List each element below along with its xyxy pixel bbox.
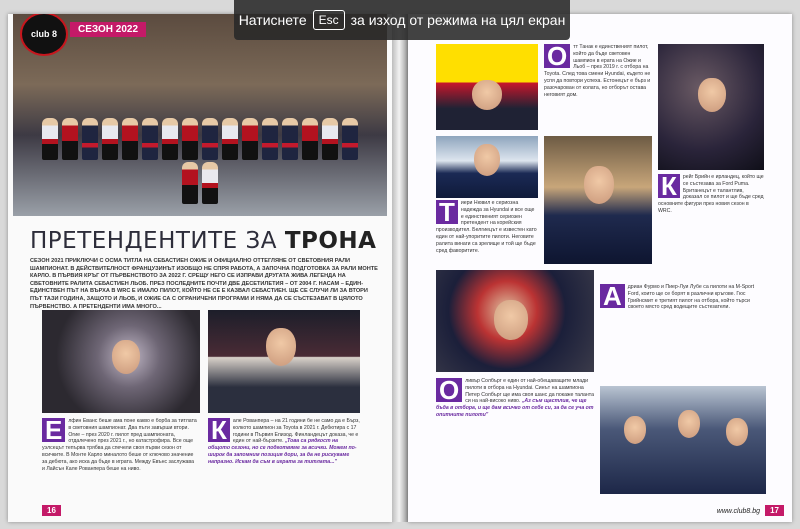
website-url[interactable]: www.club8.bg (716, 508, 760, 515)
neuville-photo (436, 136, 538, 198)
tanak-helmet-photo (436, 44, 538, 130)
drop-cap: А (600, 284, 625, 308)
drop-cap: К (208, 418, 230, 442)
evans-car-photo (42, 310, 200, 413)
right-page (408, 14, 792, 522)
pull-quote: „Аз съм щастлив, че ще бъда в отбора, и ще дам всичко от себе си, за да се уча от опитните пилоти" (436, 398, 594, 418)
season-tag: СЕЗОН 2022 (70, 22, 146, 37)
fullscreen-exit-banner: Натиснете Esc за изход от режима на цял екран (234, 0, 570, 40)
club8-logo: club 8 (20, 14, 68, 56)
column-solberg: О ливър Солбърг е един от най-обещаващите млади пилоти в отбора на Hyundai. Синът на шампиона Петер Солбърг ще има своя шанс да покаже таланта си на най-високо ниво. „Аз съм щастлив, че ще бъда в отбора, и ще дам всичко от себе си, за да се уча от опитните пилоти" (436, 378, 594, 418)
left-page (8, 14, 392, 522)
drop-cap: О (544, 44, 570, 68)
page-spine (392, 14, 408, 522)
page-number: 16 (42, 505, 61, 516)
esc-key: Esc (313, 10, 345, 30)
neuville-portrait-photo (544, 136, 652, 264)
page-number: 17 (765, 505, 784, 516)
drop-cap: К (658, 174, 680, 198)
breen-photo (658, 44, 764, 170)
article-title: ПРЕТЕНДЕНТИТЕ ЗА ТРОНА (30, 228, 377, 254)
drop-cap: О (436, 378, 462, 402)
drop-cap: Е (42, 418, 65, 442)
column-breen: К рейг Брийн е ирландец, който ще се състезава за Ford Puma. Британецът е талантлив, доказал се пилот и ще бъде сред основните фигури през новия сезон в WRC. (658, 174, 764, 214)
pull-quote: „Това са рядкост на общото сезони, но се подготвяме за всички. Можем по-широк да запомним позиция дори, за да не рискуваме напразно. Искам да съм в играта за титлата..." (208, 438, 357, 465)
column-evans: Е лфин Еванс беше ама поне какво е борба за титлата в световния шампионат. Два пъти завърши втори. Огие – през 2020 г. пилот пред шампионата, отдалечено през 2021 г., но катастрофира. Все още уэлсецът тепърва трябва да спечели своя първи сезон от всичките. В Монте Карло миналото беше от ключово значение за дебюта, ако иска да бъде в играта. Между Евънс заслужава и Лайсън Кале Рованпера беше на ниво. (42, 418, 197, 472)
team-photo (13, 14, 387, 216)
column-rovanpera: К але Рованпера – на 21 години бе не само да е Бърз, колкото шампион за Toyota в 2021 г. Дебютира с 17 години в Първия Епизод. Финландецът доказа, че е един от най-бързите. „Това са рядкост на общото сезони, но се подготвяме за всички. Можем по-широк да запомним позиция дори, за да не рискуваме напразно. Искам да съм в играта за титлата..." (208, 418, 360, 465)
rovanpera-photo (208, 310, 360, 413)
column-neuville: Т иери Нювил е сериозна надежда за Hyundai и все още е единственият сериозен претендент на корейския производител. Белгиецът е известен като един от най-упоритите пилоти. Неговите ралита винаги са зрелище и той ще бъде сред фаворитите. (436, 200, 537, 254)
solberg-photo (436, 270, 594, 372)
column-tanak: О тт Танак е единственият пилот, който да бъде световен шампион в ерата на Ожие и Льоб – през 2019 г. с отбора на Toyota. След това смени Hyundai, където не успя да повтори успеха. Естонецът е бърз и разочарован от колата, но отборът остава неговият дом. (544, 44, 651, 98)
column-fourmaux: А дриан Фурмо и Пиер-Луи Лубе са пилоти на M-Sport Ford, които ще се борят в различни кръгове. Гюс Грийнсмит е третият пилот на отбора, който търси своето място сред водещите състезатели. (600, 284, 766, 382)
drop-cap: Т (436, 200, 458, 224)
team-group (33, 64, 367, 204)
article-intro: СЕЗОН 2021 ПРИКЛЮЧИ С ОСМА ТИТЛА НА СЕБАСТИЕН ОЖИЕ И ОФИЦИАЛНО ОТТЕГЛЯНЕ ОТ СВЕТОВНИЯ РАЛИ ШАМПИОНАТ. В ДЕЙСТВИТЕЛНОСТ ФРАНЦУЗИНЪТ ИЗОБЩО НЕ СПРЯ РАБОТА, А ЗАПОЧНА ПОДГОТОВКА ЗА РАЛИ МОНТЕ КАРЛО. В ПЪРВИЯ КРЪГ ОТ ПЪРВЕНСТВОТО ЗА 2022 Г. СРЕЩУ НЕГО СЕ ИЗПРАВИ ДРУГАТА ЖИВА ЛЕГЕНДА НА СВЕТОВНИТЕ РАЛИТА СЕБАСТИЕН ЛЬОБ. ПРЕЗ ПОСЛЕДНИТЕ ПОЧТИ ДВЕ ДЕСЕТИЛЕТИЯ – ОТ 2004 Г. НАСАМ – ЕДИН-ЕДИНСТВЕН ПЪТ НА ВЪРХА В WRC Е ИМАЛО ПИЛОТ, КОЙТО НЕ СЕ Е КАЗВАЛ СЕБАСТИЕН. ЩЕ СЕ СЛУЧИ ЛИ ЗА ВТОРИ ПЪТ ТАЗИ ГОДИНА, ЗАЩОТО И ЛЬОБ, И ОЖИЕ СА С ОГРАНИЧЕНИ ПРОГРАМИ И НЯМА ДА СЕ СЪСТЕЗАВАТ В ЦЯЛОТО ПЪРВЕНСТВО. А ПРЕТЕНДЕНТИ ИМА МНОГО... (30, 258, 378, 310)
m-sport-team-photo (600, 386, 766, 494)
